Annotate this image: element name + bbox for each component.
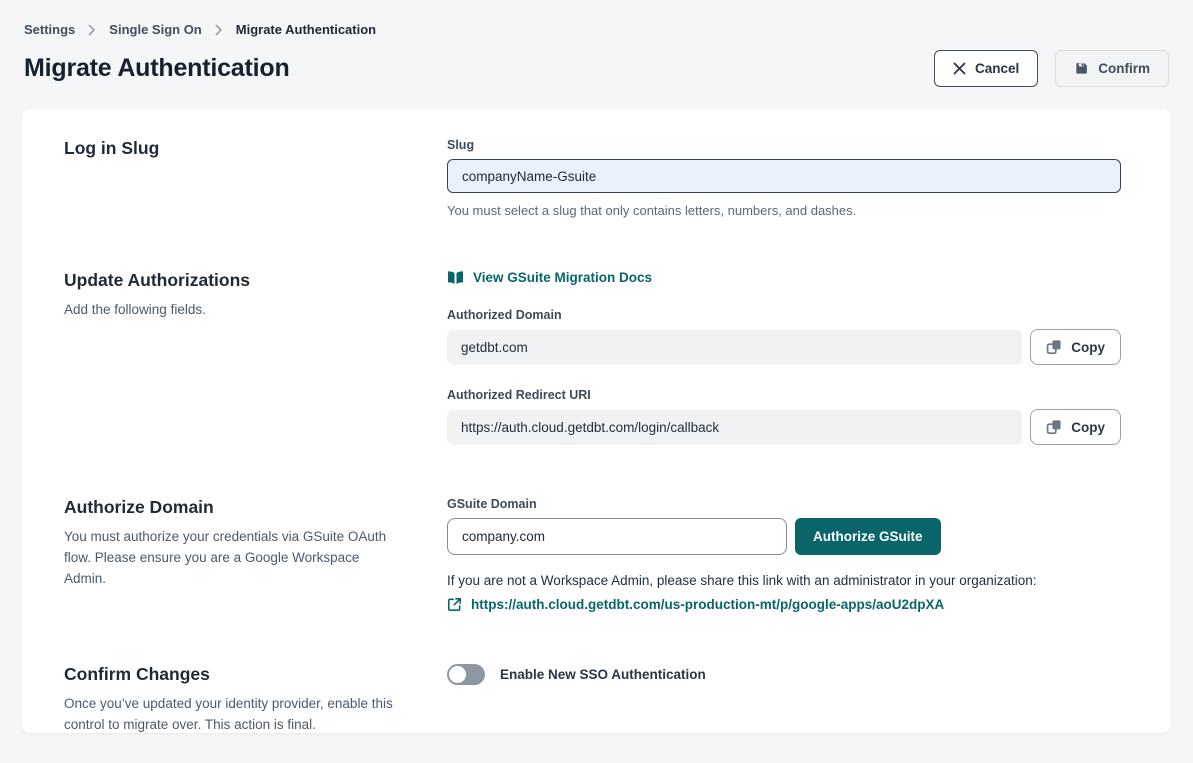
login-slug-heading: Log in Slug	[64, 138, 160, 158]
copy-button-label: Copy	[1071, 339, 1105, 355]
slug-helper-text: You must select a slug that only contains letters, numbers, and dashes.	[447, 203, 857, 218]
toggle-knob	[449, 666, 466, 683]
external-link-icon	[447, 597, 462, 612]
share-link-row	[447, 597, 1121, 612]
gsuite-domain-label: GSuite Domain	[447, 497, 537, 511]
slug-input[interactable]	[447, 159, 1121, 193]
copy-authorized-domain-button[interactable]	[1030, 329, 1121, 365]
authorized-redirect-uri-value: https://auth.cloud.getdbt.com/login/callback	[447, 410, 1022, 445]
page-header	[0, 0, 1193, 87]
confirm-changes-description: Once you’ve updated your identity provider, enable this control to migrate over. This action is final.	[64, 696, 393, 732]
authorized-redirect-uri-label: Authorized Redirect URI	[447, 388, 591, 402]
gsuite-migration-docs-link[interactable]	[447, 270, 652, 285]
gsuite-domain-row	[447, 518, 1121, 555]
section-update-authorizations-info	[64, 270, 447, 445]
slug-label: Slug	[447, 138, 475, 152]
sso-toggle-row	[447, 664, 1121, 685]
section-authorize-domain	[64, 497, 1121, 612]
copy-button-label: Copy	[1071, 419, 1105, 435]
cancel-button[interactable]	[934, 50, 1038, 87]
cancel-button-label: Cancel	[974, 61, 1020, 76]
authorize-domain-heading: Authorize Domain	[64, 497, 214, 517]
breadcrumb-settings[interactable]: Settings	[24, 22, 76, 37]
authorized-redirect-uri-row	[447, 409, 1121, 445]
update-authorizations-heading: Update Authorizations	[64, 270, 251, 290]
authorize-domain-description: You must authorize your credentials via GSuite OAuth flow. Please ensure you are a Google Workspace Admin.	[64, 529, 387, 586]
copy-icon	[1046, 419, 1062, 435]
copy-icon	[1046, 339, 1062, 355]
save-icon	[1074, 61, 1089, 76]
confirm-changes-heading: Confirm Changes	[64, 664, 210, 684]
enable-sso-toggle-label: Enable New SSO Authentication	[500, 667, 706, 682]
title-row	[24, 50, 1169, 87]
authorized-domain-value: getdbt.com	[447, 330, 1022, 365]
settings-card	[22, 109, 1171, 733]
close-icon	[953, 62, 966, 75]
breadcrumb-migrate-authentication: Migrate Authentication	[235, 22, 377, 37]
enable-sso-toggle[interactable]	[447, 664, 485, 685]
header-actions	[934, 50, 1169, 87]
admin-share-link[interactable]: https://auth.cloud.getdbt.com/us-production-mt/p/google-apps/aoU2dpXA	[471, 597, 945, 612]
confirm-button[interactable]	[1055, 50, 1169, 87]
section-login-slug	[64, 138, 1121, 218]
workspace-admin-note: If you are not a Workspace Admin, please share this link with an administrator in your organization:	[447, 573, 1037, 588]
chevron-right-icon	[88, 24, 96, 36]
section-authorize-domain-fields	[447, 497, 1121, 612]
breadcrumb-single-sign-on[interactable]: Single Sign On	[109, 22, 202, 37]
section-confirm-changes	[64, 664, 1121, 736]
section-confirm-changes-fields	[447, 664, 1121, 736]
authorized-domain-label: Authorized Domain	[447, 308, 562, 322]
update-authorizations-description: Add the following fields.	[64, 302, 206, 317]
section-update-authorizations-fields	[447, 270, 1121, 445]
section-login-slug-fields	[447, 138, 1121, 218]
authorized-domain-row	[447, 329, 1121, 365]
section-authorize-domain-info	[64, 497, 447, 612]
breadcrumb	[24, 22, 1169, 37]
section-update-authorizations	[64, 270, 1121, 445]
section-confirm-changes-info	[64, 664, 447, 736]
gsuite-migration-docs-link-label: View GSuite Migration Docs	[473, 270, 653, 285]
gsuite-domain-input[interactable]	[447, 518, 787, 555]
section-login-slug-info	[64, 138, 447, 218]
page-title: Migrate Authentication	[24, 54, 290, 82]
authorize-gsuite-button[interactable]: Authorize GSuite	[795, 518, 941, 555]
book-icon	[447, 270, 464, 285]
copy-redirect-uri-button[interactable]	[1030, 409, 1121, 445]
chevron-right-icon	[215, 24, 223, 36]
confirm-button-label: Confirm	[1098, 61, 1150, 76]
